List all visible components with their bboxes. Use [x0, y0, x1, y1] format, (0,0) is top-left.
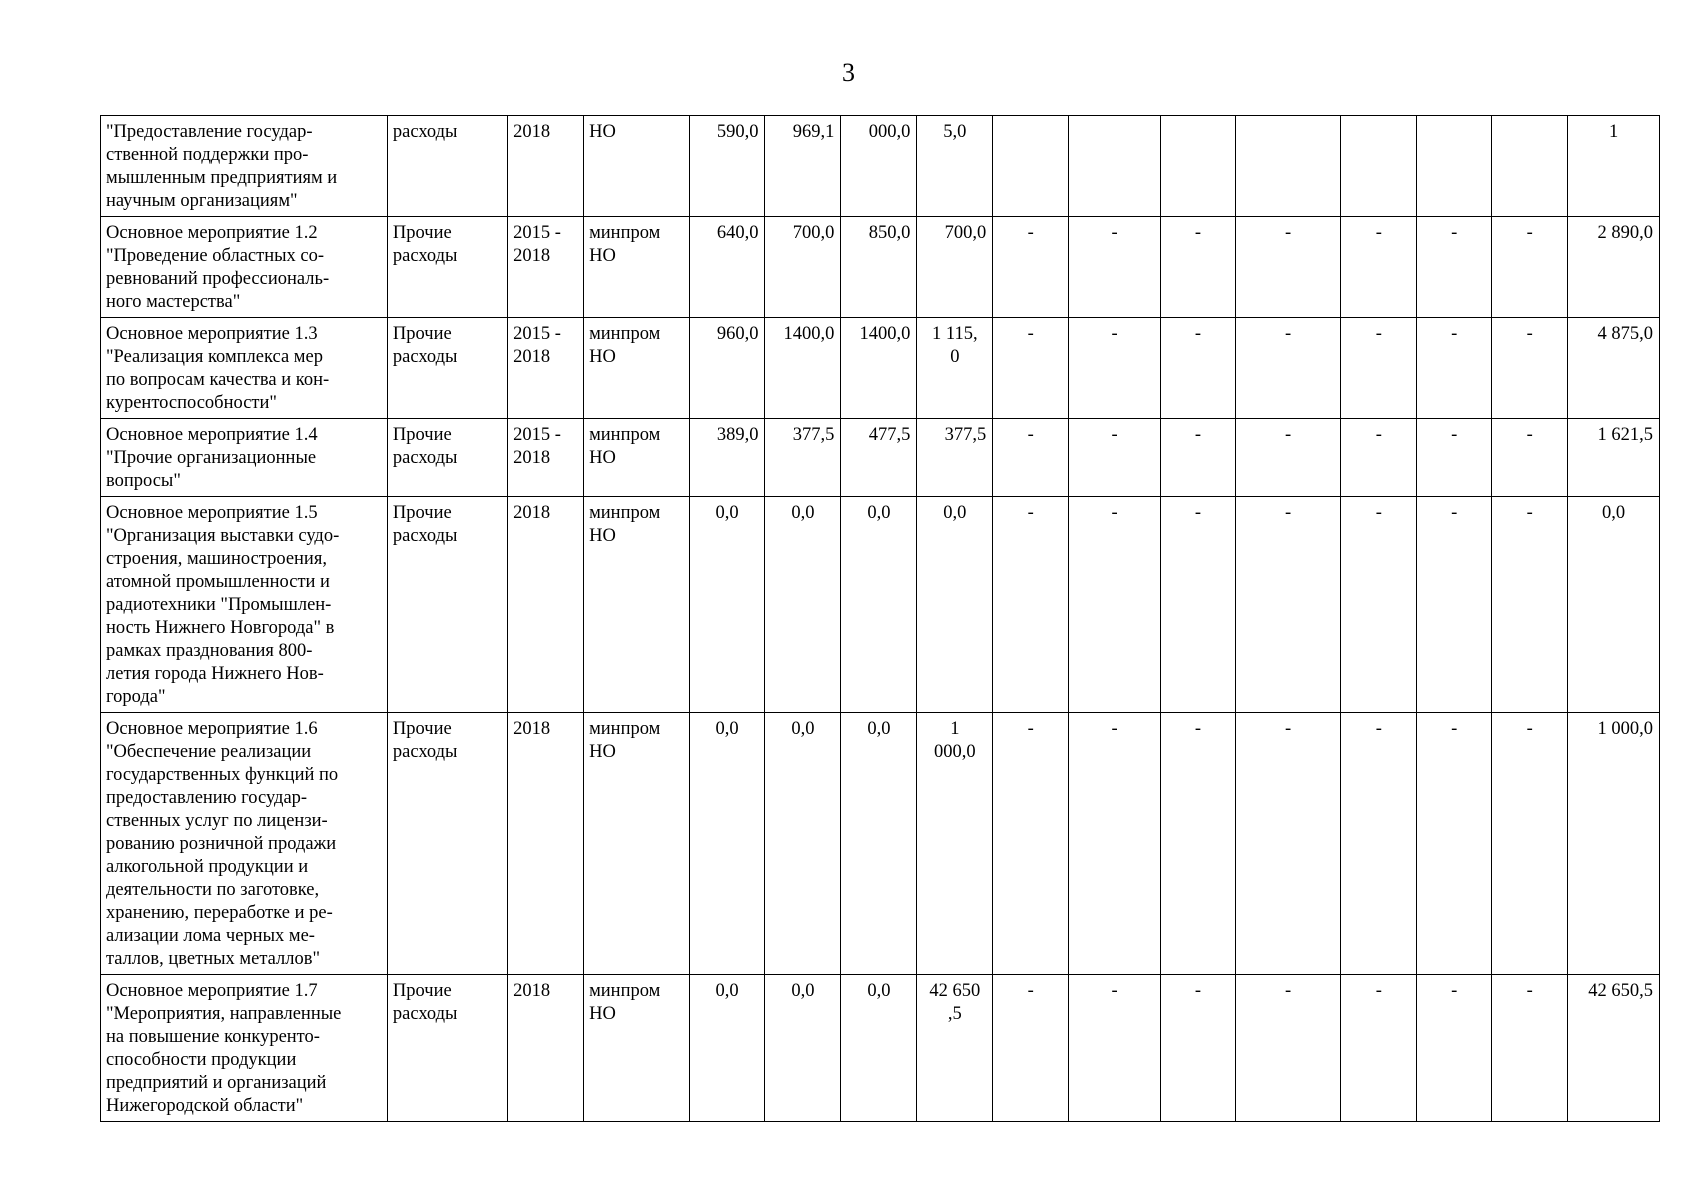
cell-extra: - [1161, 419, 1236, 497]
cell-extra: - [1069, 217, 1161, 318]
cell-value-2016: 377,5 [765, 419, 841, 497]
cell-value-2017: 1400,0 [841, 318, 917, 419]
cell-extra: - [1492, 318, 1568, 419]
cell-extra: - [1235, 975, 1340, 1122]
cell-extra: - [1417, 975, 1492, 1122]
cell-extra: - [1492, 419, 1568, 497]
cell-value-2015: 389,0 [689, 419, 765, 497]
cell-value-2016: 0,0 [765, 713, 841, 975]
cell-expense-type: Прочие расходы [387, 217, 507, 318]
cell-extra: - [1417, 318, 1492, 419]
cell-period: 2018 [508, 116, 584, 217]
table-row [101, 975, 1660, 1122]
cell-total: 1 000,0 [1568, 713, 1660, 975]
cell-extra: - [1069, 713, 1161, 975]
cell-value-2015: 0,0 [689, 497, 765, 713]
cell-value-2017: 850,0 [841, 217, 917, 318]
cell-value-2017: 477,5 [841, 419, 917, 497]
cell-expense-type: Прочие расходы [387, 713, 507, 975]
cell-extra: - [1417, 713, 1492, 975]
cell-extra [1161, 116, 1236, 217]
cell-value-2018: 1 000,0 [917, 713, 993, 975]
table-row [101, 217, 1660, 318]
cell-value-2015: 590,0 [689, 116, 765, 217]
cell-measure-name: Основное мероприятие 1.7 "Мероприятия, направленные на повышение конкуренто- способности продукции предприятий и организаций Нижегородской области" [101, 975, 388, 1122]
cell-period: 2015 - 2018 [508, 217, 584, 318]
cell-period: 2015 - 2018 [508, 318, 584, 419]
cell-extra: - [993, 318, 1069, 419]
cell-value-2017: 0,0 [841, 975, 917, 1122]
cell-executor: минпром НО [584, 217, 689, 318]
cell-expense-type: Прочие расходы [387, 975, 507, 1122]
cell-extra: - [1341, 497, 1417, 713]
cell-period: 2015 - 2018 [508, 419, 584, 497]
cell-extra: - [1069, 419, 1161, 497]
cell-period: 2018 [508, 497, 584, 713]
cell-extra: - [993, 217, 1069, 318]
cell-extra: - [1492, 217, 1568, 318]
cell-total: 42 650,5 [1568, 975, 1660, 1122]
cell-extra: - [1235, 713, 1340, 975]
cell-extra: - [1235, 318, 1340, 419]
cell-extra: - [1069, 497, 1161, 713]
cell-measure-name: Основное мероприятие 1.3 "Реализация комплекса мер по вопросам качества и кон- курентоспособности" [101, 318, 388, 419]
cell-extra [1492, 116, 1568, 217]
cell-extra: - [993, 419, 1069, 497]
cell-measure-name: Основное мероприятие 1.5 "Организация выставки судо- строения, машиностроения, атомной промышленности и радиотехники "Промышлен- ность Нижнего Новгорода" в рамках празднования 800- летия города Нижнего Нов- города" [101, 497, 388, 713]
cell-value-2018: 1 115, 0 [917, 318, 993, 419]
cell-executor: минпром НО [584, 419, 689, 497]
cell-value-2018: 0,0 [917, 497, 993, 713]
cell-extra: - [1161, 497, 1236, 713]
cell-executor: минпром НО [584, 318, 689, 419]
cell-total: 1 [1568, 116, 1660, 217]
cell-expense-type: Прочие расходы [387, 497, 507, 713]
cell-extra [1235, 116, 1340, 217]
cell-measure-name: Основное мероприятие 1.2 "Проведение областных со- ревнований профессиональ- ного мастерства" [101, 217, 388, 318]
cell-extra: - [993, 713, 1069, 975]
cell-extra [1069, 116, 1161, 217]
table-row [101, 318, 1660, 419]
cell-value-2016: 1400,0 [765, 318, 841, 419]
cell-extra: - [1341, 419, 1417, 497]
cell-value-2016: 0,0 [765, 975, 841, 1122]
cell-value-2016: 700,0 [765, 217, 841, 318]
cell-value-2015: 960,0 [689, 318, 765, 419]
cell-extra: - [1341, 975, 1417, 1122]
cell-executor: минпром НО [584, 713, 689, 975]
table-row [101, 116, 1660, 217]
cell-value-2018: 377,5 [917, 419, 993, 497]
cell-extra: - [1417, 497, 1492, 713]
cell-extra: - [1235, 217, 1340, 318]
table-row [101, 497, 1660, 713]
table-row [101, 419, 1660, 497]
cell-extra: - [1069, 975, 1161, 1122]
cell-extra: - [1492, 497, 1568, 713]
cell-period: 2018 [508, 975, 584, 1122]
cell-period: 2018 [508, 713, 584, 975]
cell-value-2016: 0,0 [765, 497, 841, 713]
cell-measure-name: Основное мероприятие 1.6 "Обеспечение реализации государственных функций по предоставлению государ- ственных услуг по лицензи- рованию розничной продажи алкогольной продукции и деятельности по заготовке, хранению, переработке и ре- ализации лома черных ме- таллов, цветных металлов" [101, 713, 388, 975]
cell-extra: - [1161, 975, 1236, 1122]
cell-expense-type: расходы [387, 116, 507, 217]
cell-executor: НО [584, 116, 689, 217]
cell-value-2015: 640,0 [689, 217, 765, 318]
cell-value-2017: 000,0 [841, 116, 917, 217]
cell-extra: - [1492, 975, 1568, 1122]
cell-extra: - [1417, 419, 1492, 497]
cell-value-2018: 5,0 [917, 116, 993, 217]
cell-total: 0,0 [1568, 497, 1660, 713]
cell-executor: минпром НО [584, 975, 689, 1122]
cell-extra: - [1161, 318, 1236, 419]
cell-extra [1417, 116, 1492, 217]
cell-executor: минпром НО [584, 497, 689, 713]
cell-expense-type: Прочие расходы [387, 318, 507, 419]
cell-extra: - [993, 975, 1069, 1122]
page-number: 3 [842, 58, 855, 87]
budget-table [100, 115, 1660, 1122]
cell-extra: - [1161, 713, 1236, 975]
cell-extra: - [1161, 217, 1236, 318]
cell-total: 4 875,0 [1568, 318, 1660, 419]
cell-value-2018: 700,0 [917, 217, 993, 318]
cell-total: 1 621,5 [1568, 419, 1660, 497]
cell-extra: - [1492, 713, 1568, 975]
table-row [101, 713, 1660, 975]
cell-extra: - [1341, 217, 1417, 318]
cell-value-2017: 0,0 [841, 713, 917, 975]
cell-measure-name: Основное мероприятие 1.4 "Прочие организационные вопросы" [101, 419, 388, 497]
cell-extra: - [1341, 713, 1417, 975]
cell-extra: - [993, 497, 1069, 713]
cell-total: 2 890,0 [1568, 217, 1660, 318]
cell-extra [1341, 116, 1417, 217]
cell-expense-type: Прочие расходы [387, 419, 507, 497]
cell-extra: - [1069, 318, 1161, 419]
cell-extra: - [1235, 419, 1340, 497]
cell-extra [993, 116, 1069, 217]
cell-value-2017: 0,0 [841, 497, 917, 713]
cell-value-2018: 42 650 ,5 [917, 975, 993, 1122]
cell-measure-name: "Предоставление государ- ственной поддержки про- мышленным предприятиям и научным организациям" [101, 116, 388, 217]
cell-extra: - [1417, 217, 1492, 318]
cell-extra: - [1235, 497, 1340, 713]
cell-value-2015: 0,0 [689, 975, 765, 1122]
cell-value-2016: 969,1 [765, 116, 841, 217]
cell-extra: - [1341, 318, 1417, 419]
cell-value-2015: 0,0 [689, 713, 765, 975]
